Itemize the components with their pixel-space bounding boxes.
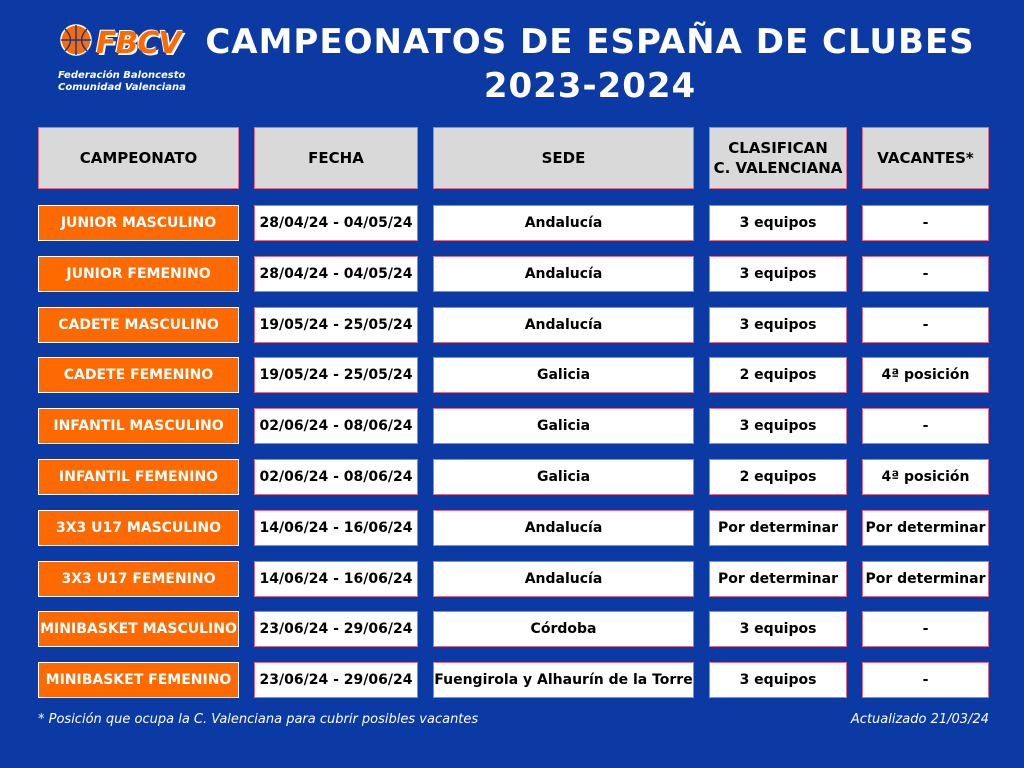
row-sede: Andalucía [433,561,694,597]
footnote: * Posición que ocupa la C. Valenciana para cubrir posibles vacantes [38,712,479,727]
row-vacantes: - [862,256,989,292]
row-clasifican: 2 equipos [709,357,847,393]
row-vacantes: - [862,611,989,647]
row-campeonato: JUNIOR MASCULINO [38,205,239,241]
row-sede: Andalucía [433,205,694,241]
row-vacantes: - [862,408,989,444]
header-fecha: FECHA [254,127,418,189]
row-vacantes: Por determinar [862,561,989,597]
row-campeonato: 3X3 U17 FEMENINO [38,561,239,597]
header-clasifican-line-2: C. VALENCIANA [713,159,843,177]
row-sede: Andalucía [433,307,694,343]
row-fecha: 19/05/24 - 25/05/24 [254,307,418,343]
header-clasifican-line-1: CLASIFICAN [728,139,828,157]
row-sede: Galicia [433,408,694,444]
row-clasifican: 3 equipos [709,205,847,241]
row-vacantes: - [862,662,989,698]
page-title [200,20,980,108]
row-clasifican: 3 equipos [709,611,847,647]
header-vacantes: VACANTES* [862,127,989,189]
row-fecha: 28/04/24 - 04/05/24 [254,256,418,292]
row-clasifican: Por determinar [709,561,847,597]
updated-date: Actualizado 21/03/24 [850,712,989,727]
title-line-1: CAMPEONATOS DE ESPAÑA DE CLUBES [205,22,975,62]
logo-mark: FBCV [96,26,181,61]
row-fecha: 23/06/24 - 29/06/24 [254,611,418,647]
row-clasifican: 3 equipos [709,256,847,292]
row-vacantes: - [862,205,989,241]
row-vacantes: 4ª posición [862,357,989,393]
row-fecha: 02/06/24 - 08/06/24 [254,408,418,444]
row-vacantes: Por determinar [862,510,989,546]
fbcv-logo [50,20,210,100]
header-campeonato: CAMPEONATO [38,127,239,189]
row-clasifican: 2 equipos [709,459,847,495]
header-clasifican [709,127,847,189]
logo-line-2: Comunidad Valenciana [58,82,186,93]
row-campeonato: MINIBASKET FEMENINO [38,662,239,698]
basketball-icon [60,24,92,56]
row-campeonato: JUNIOR FEMENINO [38,256,239,292]
header-sede: SEDE [433,127,694,189]
row-sede: Fuengirola y Alhaurín de la Torre [433,662,694,698]
row-campeonato: INFANTIL MASCULINO [38,408,239,444]
row-sede: Galicia [433,357,694,393]
row-campeonato: CADETE MASCULINO [38,307,239,343]
row-sede: Córdoba [433,611,694,647]
row-fecha: 23/06/24 - 29/06/24 [254,662,418,698]
row-fecha: 28/04/24 - 04/05/24 [254,205,418,241]
row-campeonato: INFANTIL FEMENINO [38,459,239,495]
row-clasifican: Por determinar [709,510,847,546]
row-sede: Andalucía [433,256,694,292]
row-vacantes: 4ª posición [862,459,989,495]
row-vacantes: - [862,307,989,343]
row-clasifican: 3 equipos [709,662,847,698]
row-fecha: 14/06/24 - 16/06/24 [254,510,418,546]
row-sede: Andalucía [433,510,694,546]
row-campeonato: 3X3 U17 MASCULINO [38,510,239,546]
row-clasifican: 3 equipos [709,307,847,343]
row-clasifican: 3 equipos [709,408,847,444]
row-campeonato: CADETE FEMENINO [38,357,239,393]
row-sede: Galicia [433,459,694,495]
row-fecha: 14/06/24 - 16/06/24 [254,561,418,597]
row-campeonato: MINIBASKET MASCULINO [38,611,239,647]
row-fecha: 19/05/24 - 25/05/24 [254,357,418,393]
title-line-2: 2023-2024 [483,66,697,106]
logo-line-1: Federación Baloncesto [58,70,186,81]
row-fecha: 02/06/24 - 08/06/24 [254,459,418,495]
